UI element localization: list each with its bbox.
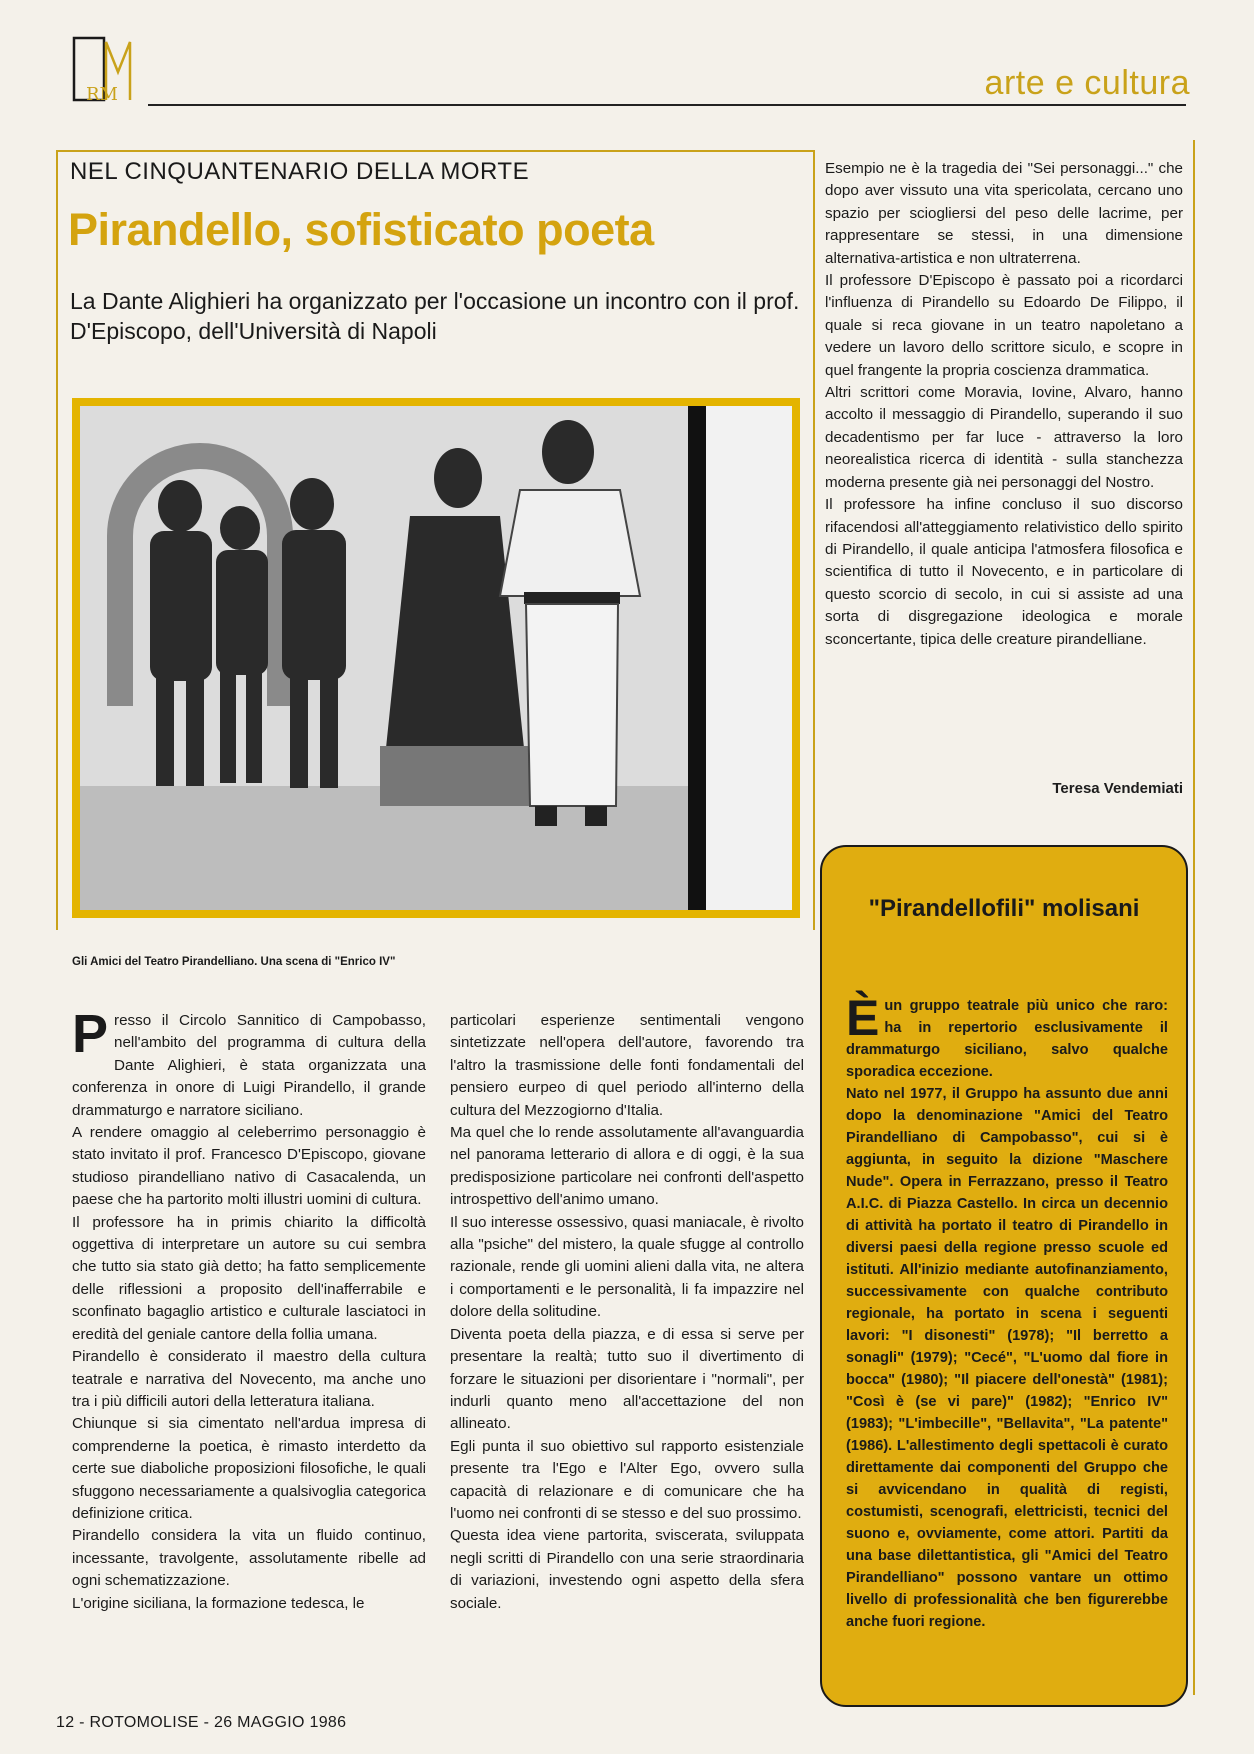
article-column-1 bbox=[72, 1004, 426, 1615]
author-byline: Teresa Vendemiati bbox=[1052, 780, 1183, 797]
sidebar-box bbox=[820, 845, 1188, 1707]
stage-photo bbox=[80, 406, 792, 910]
paragraph: Pirandello considera la vita un fluido continuo, incessante, travolgente, assolutamente ribelle ad ogni schematizzazione. bbox=[72, 1527, 426, 1590]
page-footer: 12 - ROTOMOLISE - 26 MAGGIO 1986 bbox=[56, 1714, 347, 1731]
paragraph: L'origine siciliana, la formazione tedesca, le bbox=[72, 1594, 365, 1612]
paragraph: Il professore ha infine concluso il suo discorso rifacendosi all'atteggiamento relativistico dello spirito di Pirandello, il quale anticipa l'atmosfera filosofica e scientifica di tutto il Novecento, e in particolare di questo scorcio di secolo, in cui si assiste ad una sorta di disgregazione ideologica e morale sconcertante, tipica delle creature pirandelliane. bbox=[825, 496, 1183, 648]
paragraph: Nato nel 1977, il Gruppo ha assunto due anni dopo la denominazione "Amici del Teatro Pirandelliano di Campobasso", cui si è aggiunta, in seguito la dizione "Maschere Nude". Opera in Ferrazzano, presso il Teatro A.I.C. di Piazza Castello. In circa un decennio di attività ha portato il teatro di Pirandello in diversi paesi della regione presso scuole ed istituti. All'inizio mediante autofinanziamento, successivamente con qualche contributo regionale, ha portato in scena i seguenti lavori: "I disonesti" (1978); "Il berretto a sonagli" (1979); "Cecé", "L'uomo dal fiore in bocca" (1980); "Il piacere dell'onestà" (1981); "Così è (se vi pare)" (1982); "Enrico IV" (1983); "L'imbecille", "Bellavita", "La patente" (1986). L'allestimento degli spettacoli è curato direttamente dai componenti del Gruppo che si avvicendano in qualità di registi, costumisti, scenografi, elettricisti, tecnici del suono e, ovviamente, come attori. Partiti da una base dilettantistica, gli "Amici del Teatro Pirandelliano" possono vantare un ottimo livello di professionalità che ben figurerebbe anche fuori regione. bbox=[846, 1086, 1168, 1630]
title-frame-top bbox=[56, 150, 814, 152]
photo-frame bbox=[72, 398, 800, 918]
paragraph-text: un gruppo teatrale più unico che raro: ha in repertorio esclusivamente il drammaturgo siciliano, salvo qualche sporadica eccezione. bbox=[846, 998, 1168, 1080]
right-column-rule bbox=[1193, 140, 1195, 1695]
article-column-3 bbox=[825, 158, 1183, 651]
stage-scene-illustration bbox=[80, 406, 792, 910]
paragraph: Altri scrittori come Moravia, Iovine, Alvaro, hanno accolto il messaggio di Pirandello, superando il suo decadentismo per far luce - attraverso la loro neorealistica ricerca di identità - sulla stanchezza moderna presente già nei personaggi del Nostro. bbox=[825, 384, 1183, 491]
photo-caption: Gli Amici del Teatro Pirandelliano. Una scena di "Enrico IV" bbox=[72, 956, 396, 968]
rm-logo bbox=[72, 36, 144, 106]
article-subtitle: La Dante Alighieri ha organizzato per l'occasione un incontro con il prof. D'Episcopo, dell'Università di Napoli bbox=[70, 288, 800, 344]
paragraph: Pirandello è considerato il maestro della cultura teatrale e narrativa del Novecento, ma anche uno tra i più difficili autori della letteratura italiana. bbox=[72, 1348, 426, 1410]
section-label: arte e cultura bbox=[984, 64, 1190, 102]
paragraph: Ma quel che lo rende assolutamente all'avanguardia nel panorama letterario di allora e di oggi, è la sua predisposizione particolare nei confronti dell'aspetto introspettivo dell'animo umano. bbox=[450, 1124, 804, 1209]
paragraph bbox=[72, 1004, 426, 1122]
paragraph: Esempio ne è la tragedia dei "Sei personaggi..." che dopo aver vissuto una vita spericolata, cercano uno spazio per sciogliersi del peso delle lacrime, per rappresentare se stessi, in una dimensione alternativa-artistica e non ultraterrena. bbox=[825, 160, 1183, 267]
sidebar-title: "Pirandellofili" molisani bbox=[868, 895, 1140, 922]
paragraph: Diventa poeta della piazza, e di essa si serve per presentare la realtà; tutto suo il divertimento di forzare le situazioni per disorientare i "normali", per indurli quanto meno all'accettazione del non allineato. bbox=[450, 1325, 804, 1433]
paragraph-text: resso il Circolo Sannitico di Campobasso, nell'ambito del programma di cultura della Dante Alighieri, è stata organizzata una conferenza in onore di Luigi Pirandello, il grande drammaturgo e narratore siciliano. bbox=[72, 1012, 426, 1119]
masthead-rule bbox=[148, 104, 1186, 106]
svg-text:RM: RM bbox=[86, 84, 118, 105]
article-column-2 bbox=[450, 1010, 804, 1615]
title-frame-right bbox=[813, 150, 815, 930]
paragraph: A rendere omaggio al celeberrimo personaggio è stato invitato il prof. Francesco D'Episcopo, giovane studioso pirandelliano nativo di Casacalenda, un paese che ha partorito molti illustri uomini di cultura. bbox=[72, 1124, 426, 1209]
paragraph: Questa idea viene partorita, sviscerata, sviluppata negli scritti di Pirandello con una serie straordinaria di variazioni, investendo ogni aspetto della sfera sociale. bbox=[450, 1527, 804, 1612]
paragraph: Chiunque si sia cimentato nell'ardua impresa di comprenderne la poetica, è rimasto interdetto da certe sue diaboliche proposizioni filosofiche, le quali sfuggono necessariamente a qualsivoglia categorica definizione critica. bbox=[72, 1415, 426, 1522]
paragraph: Il professore D'Episcopo è passato poi a ricordarci l'influenza di Pirandello su Edoardo De Filippo, il quale si reca giovane in un teatro napoletano a vedere un lavoro dello scrittore siculo, e scopre in quel frangente la propria coscienza drammatica. bbox=[825, 272, 1183, 379]
paragraph bbox=[846, 990, 1168, 1083]
paragraph: Il professore ha in primis chiarito la difficoltà oggettiva di interpretare un autore su cui sembra che tutto sia stato già detto; ha fatto semplicemente delle riflessioni a proposito dell'inafferrabile e sconfinato bagaglio artistico e culturale lasciatoci in eredità del geniale cantore della follia umana. bbox=[72, 1213, 426, 1343]
paragraph: Egli punta il suo obiettivo sul rapporto esistenziale presente tra l'Ego e l'Alter Ego, ovvero sulla capacità di relazionare e di comunicare che ha l'uomo nei confronti di se stesso e del suo prossimo. bbox=[450, 1437, 804, 1522]
paragraph: particolari esperienze sentimentali vengono sintetizzate nell'opera dell'autore, favorendo tra l'altro la trasmissione delle fonti fondamentali del pensiero eurpeo di quel periodo all'interno della cultura del Mezzogiorno d'Italia. bbox=[450, 1012, 804, 1119]
sidebar-text bbox=[846, 990, 1168, 1633]
drop-cap: P bbox=[72, 1004, 109, 1064]
article-title: Pirandello, sofisticato poeta bbox=[68, 204, 654, 255]
paragraph: Il suo interesse ossessivo, quasi maniacale, è rivolto alla "psiche" del mistero, la quale sfugge al controllo razionale, rende gli uomini alieni dalla vita, ne altera i comportamenti e le personalità, li fa impazzire nel dolore della solitudine. bbox=[450, 1213, 804, 1321]
title-frame-left bbox=[56, 150, 58, 930]
article-kicker: NEL CINQUANTENARIO DELLA MORTE bbox=[70, 158, 530, 185]
drop-cap: È bbox=[846, 990, 880, 1046]
